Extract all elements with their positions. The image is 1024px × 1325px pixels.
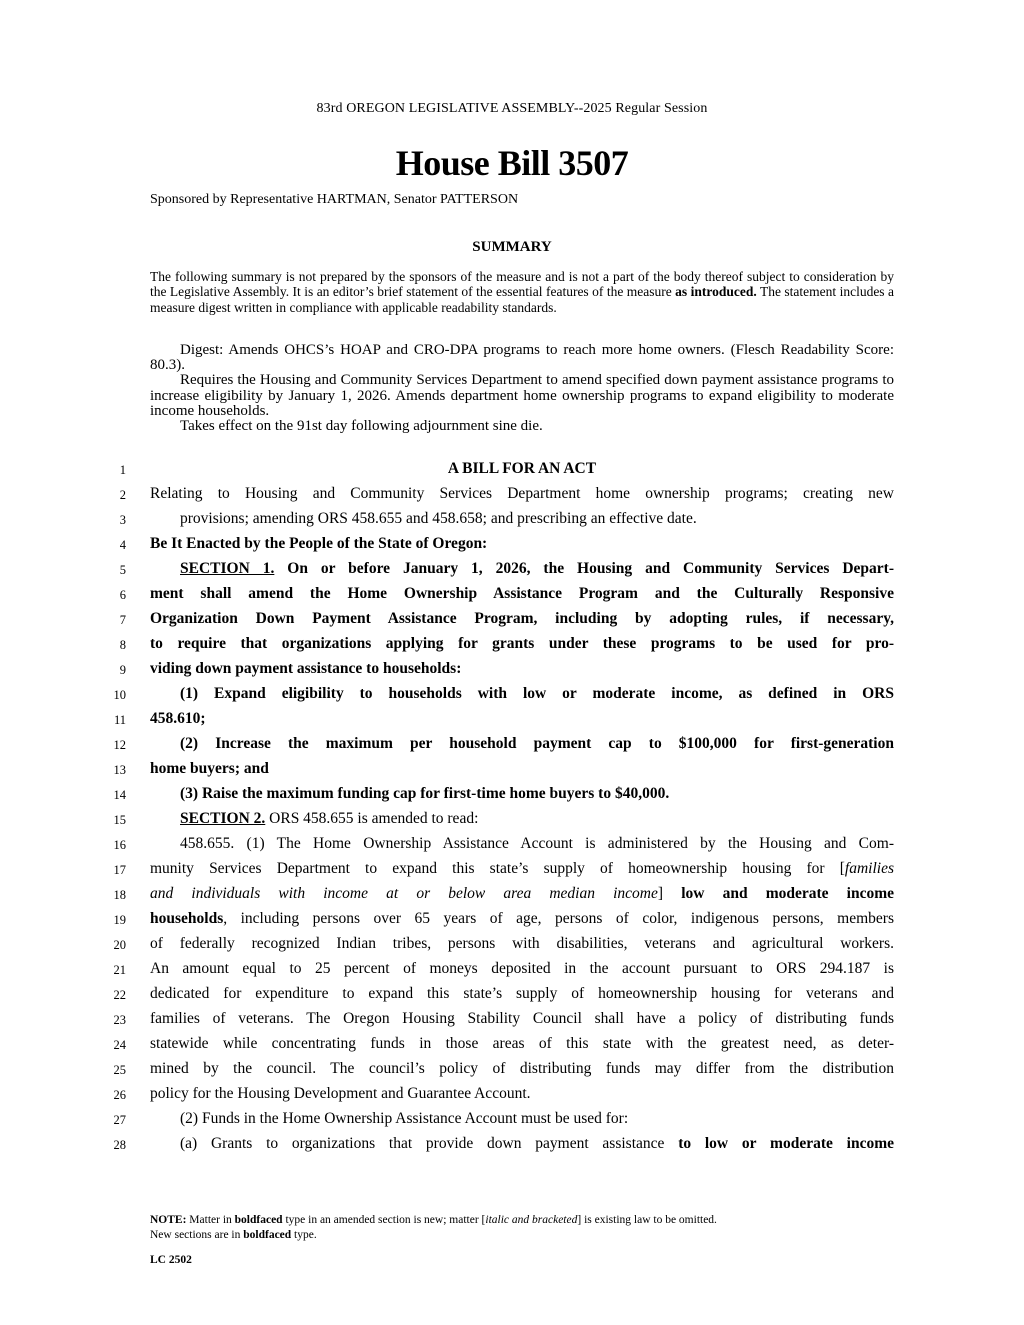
bill-text-line: home buyers; and [150,760,269,777]
line-number: 25 [113,1063,126,1077]
line-number: 2 [119,488,126,502]
footnote-text: Matter in [186,1214,235,1226]
line-number: 20 [113,938,126,952]
line-number: 5 [119,563,126,577]
line-number: 24 [113,1038,126,1052]
bill-text-line [150,860,894,878]
bill-text-line: ment shall amend the Home Ownership Assistance Program and the Culturally Responsive [150,585,894,602]
line-number: 1 [119,463,126,477]
line-number: 18 [113,888,126,902]
line-number: 4 [119,538,126,552]
bill-for-an-act-heading: A BILL FOR AN ACT [447,460,597,477]
new-text: households [150,910,224,927]
line-number: 22 [113,988,126,1002]
footnote [150,1213,894,1243]
line-number: 21 [113,963,126,977]
bill-text-line: (2) Increase the maximum per household payment cap to $100,000 for first-generation [180,735,894,752]
line-number: 19 [113,913,126,927]
deleted-text: and individuals with income at or below area median income [150,885,658,902]
line-number: 9 [119,663,126,677]
summary-note-bold: as introduced. [675,284,757,300]
bill-text-line: Relating to Housing and Community Services Department home ownership programs; creating new [150,485,894,502]
bill-text-line [150,885,894,903]
footnote-bold: boldfaced [234,1214,283,1226]
line-number: 11 [113,713,126,727]
bill-text-line: 458.655. (1) The Home Ownership Assistance Account is administered by the Housing and Com- [180,835,894,852]
line-number: 3 [119,513,126,527]
bill-text-line [150,1135,894,1153]
digest-block [150,343,894,434]
line-number: 23 [113,1013,126,1027]
section-2-text: ORS 458.655 is amended to read: [265,810,479,827]
sponsor-line: Sponsored by Representative HARTMAN, Senator PATTERSON [150,192,519,207]
bill-text-line: statewide while concentrating funds in those areas of this state with the greatest need, as deter- [150,1035,894,1052]
lc-number: LC 2502 [150,1254,192,1266]
line-segment: , including persons over 65 years of age, persons of color, indigenous persons, members [223,910,894,927]
line-segment: munity Services Department to expand this state’s supply of homeownership housing for [ [150,860,845,877]
line-number: 28 [113,1138,126,1152]
bill-text-line: dedicated for expenditure to expand this state’s supply of homeownership housing for veterans and [150,985,894,1002]
bill-text-line: An amount equal to 25 percent of moneys deposited in the account pursuant to ORS 294.187 is [150,960,894,977]
line-number: 26 [113,1088,126,1102]
footnote-text: type. [291,1229,317,1241]
bill-text-line: policy for the Housing Development and Guarantee Account. [150,1085,531,1102]
line-number: 27 [113,1113,126,1127]
bill-text-line: families of veterans. The Oregon Housing Stability Council shall have a policy of distributing funds [150,1010,894,1027]
bill-text-line: mined by the council. The council’s policy of distributing funds may differ from the distribution [150,1060,894,1077]
bill-text-line: Organization Down Payment Assistance Program, including by adopting rules, if necessary, [150,610,894,627]
bill-text-line: provisions; amending ORS 458.655 and 458.658; and prescribing an effective date. [180,510,697,527]
summary-heading: SUMMARY [472,239,552,255]
line-number: 16 [113,838,126,852]
line-number: 14 [113,788,126,802]
bill-title: House Bill 3507 [395,143,629,183]
deleted-text: families [844,860,894,877]
new-text: to low or moderate income [678,1135,894,1152]
bill-text-line: 458.610; [150,710,206,727]
enacting-clause: Be It Enacted by the People of the State of Oregon: [150,535,488,552]
summary-note [150,269,894,315]
bill-text-line: (2) Funds in the Home Ownership Assistance Account must be used for: [180,1110,629,1127]
bill-text-line [150,910,894,928]
footnote-line-1 [150,1213,894,1228]
new-text: low and moderate income [681,885,895,902]
line-number: 12 [113,738,126,752]
line-number: 8 [119,638,126,652]
requires-paragraph: Requires the Housing and Community Services Department to amend specified down payment assistance programs to increase eligibility by January 1, 2026. Amends department home ownership programs to expand eligibility to moderate income households. [150,372,894,419]
footnote-text: ] is existing law to be omitted. [577,1214,717,1226]
digest-paragraph: Digest: Amends OHCS’s HOAP and CRO-DPA programs to reach more home owners. (Flesch Readability Score: 80.3). [150,342,894,374]
bill-text-line: of federally recognized Indian tribes, persons with disabilities, veterans and agricultural workers. [150,935,894,952]
footnote-italic: italic and bracketed [485,1214,578,1226]
line-number: 13 [113,763,126,777]
footnote-text: New sections are in [150,1229,244,1241]
line-number: 17 [113,863,126,877]
summary-note-text-2: The statement includes a measure digest written in compliance with applicable readability standards. [150,284,894,315]
footnote-bold: boldfaced [243,1229,292,1241]
footnote-line-2 [150,1228,894,1243]
summary-note-text: The following summary is not prepared by the sponsors of the measure and is not a part of the body thereof subject to consideration by the Legislative Assembly. It is an editor’s brief statement of the essential features of the measure [150,269,894,300]
effect-paragraph: Takes effect on the 91st day following adjournment sine die. [180,418,543,435]
line-number: 7 [119,613,126,627]
bill-text-line [150,810,894,828]
session-header: 83rd OREGON LEGISLATIVE ASSEMBLY--2025 Regular Session [316,101,708,116]
line-number: 6 [119,588,126,602]
line-number: 15 [113,813,126,827]
bill-text-line: viding down payment assistance to households: [150,660,462,677]
bill-text-line [150,560,894,578]
line-segment: ] [657,885,682,902]
footnote-label: NOTE: [150,1214,187,1226]
line-number: 10 [113,688,126,702]
section-2-label: SECTION 2. [180,810,266,827]
footnote-text: type in an amended section is new; matter [ [282,1214,486,1226]
section-1-text: On or before January 1, 2026, the Housing and Community Services Depart- [274,560,894,577]
line-segment: (a) Grants to organizations that provide down payment assistance [180,1135,679,1152]
bill-text-line: (3) Raise the maximum funding cap for first-time home buyers to $40,000. [180,785,670,802]
bill-text-line: to require that organizations applying for grants under these programs to be used for pro- [150,635,894,652]
bill-text-line: (1) Expand eligibility to households with low or moderate income, as defined in ORS [180,685,894,702]
section-1-label: SECTION 1. [180,560,275,577]
